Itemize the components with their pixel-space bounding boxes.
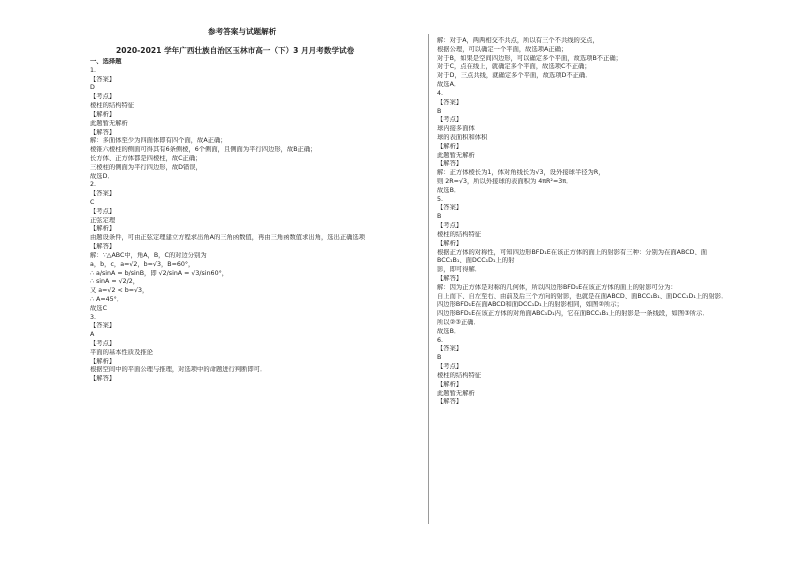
text-line: 球内接多面体 (437, 125, 475, 133)
section-heading: 一、选择题 (90, 58, 122, 65)
text-line: 【解答】 (90, 243, 116, 251)
text-line: ∴ a/sinA = b/sinB，即 √2/sinA = √3/sin60°， (90, 269, 229, 277)
text-line: 【答案】 (90, 75, 116, 83)
text-line: 平面的基本性质及推论 (90, 348, 153, 356)
text-line: 故选B． (437, 186, 461, 194)
right-column (437, 37, 767, 407)
text-line: 解：因为正方体是对称的几何体，所以四边形BFD₁E在该正方体的面上的射影可分为： (437, 283, 677, 291)
text-line: 影，即可得解． (437, 266, 482, 274)
text-line: 故选A． (437, 81, 461, 89)
text-line: 【答案】 (90, 322, 116, 330)
text-line: 【解答】 (437, 398, 463, 406)
text-line: 【考点】 (90, 93, 116, 101)
text-line: 则 2R=√3，所以外接球的表面积为 4πR²=3π． (437, 178, 573, 185)
text-line: 根据空间中的平面公理与推理，对选项中的命题进行判断即可． (90, 366, 267, 374)
text-line: 对于D，三点共线，就确定多个平面，故选项D不正确． (437, 72, 592, 80)
text-line: D (90, 84, 95, 92)
text-line: ∴ A=45°． (90, 295, 124, 303)
text-line: 【解答】 (90, 375, 116, 383)
text-line: 【解答】 (90, 128, 116, 136)
text-line: 1. (90, 66, 97, 74)
text-line: 棱柱的结构特征 (90, 102, 135, 110)
text-line: 【解答】 (437, 274, 463, 282)
text-line: 四边形BFD₁E在该正方体的对角面ABC₁D₁内，它在面BCC₁B₁上的射影是一条线段，如图③所示． (437, 310, 709, 318)
text-line: 由题设条件，可由正弦定理建立方程求出角A的三角函数值，再由三角函数值求出角，选出正确选项 (90, 234, 366, 242)
text-line: B (437, 107, 442, 115)
text-line: 6. (437, 336, 444, 344)
text-line: 故选C (90, 304, 107, 312)
text-line: 3. (90, 313, 97, 321)
text-line: 对于C，点在线上，就确定多个平面，故选项C不正确； (437, 63, 591, 71)
text-line: 又 a=√2 < b=√3， (90, 287, 149, 295)
text-line: C (90, 199, 95, 206)
text-line: 【解析】 (90, 110, 116, 118)
text-line: 【解析】 (437, 380, 463, 388)
text-line: 根据公理，可以确定一个平面，故选项A正确； (437, 45, 568, 53)
text-line: 5. (437, 195, 444, 203)
text-line: 【解析】 (90, 225, 116, 233)
text-line: 此题暂无解析 (90, 119, 128, 127)
text-line: 故选B． (437, 327, 461, 335)
text-line: A (90, 331, 95, 339)
text-line: B (437, 354, 442, 362)
text-line: 解：多面体至少为四面体即有四个面，故A正确； (90, 137, 227, 145)
text-line: 棱柱的结构特征 (437, 230, 482, 238)
text-line: 解：对于A，两两相交不共点，所以有三个不共线的交点， (437, 37, 599, 44)
text-line: 【解析】 (90, 357, 116, 365)
text-line: 【答案】 (437, 204, 463, 212)
exam-subtitle: 2020-2021 学年广西壮族自治区玉林市高一（下）3 月月考数学试卷 (116, 46, 355, 55)
text-line: 【解析】 (437, 142, 463, 150)
text-line: B (437, 213, 442, 221)
text-line: 【答案】 (90, 190, 116, 198)
text-line: 4. (437, 89, 444, 97)
text-line: ∴ sinA = √2/2， (90, 278, 140, 286)
column-divider (428, 34, 429, 524)
text-line: 四边形BFD₁E在面ABCD和面DCC₁D₁上的射影相同，如图②所示； (437, 301, 623, 309)
text-line: 【考点】 (437, 222, 463, 230)
text-line: 自上而下、自左至右、由前及后三个方向的射影，也就是在面ABCD、面BCC₁B₁、面DCC₁D₁上的射影． (437, 292, 728, 300)
text-line: 所以②③正确． (437, 319, 480, 326)
text-line: 2. (90, 181, 97, 189)
text-line: 【解答】 (437, 160, 463, 168)
text-line: 【答案】 (437, 98, 463, 106)
text-line: 【考点】 (90, 340, 116, 347)
text-line: 三棱柱的侧面为平行四边形，故D错误， (90, 163, 202, 171)
text-line: 球的表面积和体积 (437, 133, 488, 141)
text-line: 棱锥六棱柱的侧面可得其有6条侧棱，6个侧面，且侧面为平行四边形，故B正确； (90, 146, 317, 154)
left-column-body (90, 67, 420, 384)
right-column-body (437, 37, 767, 407)
text-line: 棱柱的结构特征 (437, 371, 482, 379)
text-line: 【答案】 (437, 345, 463, 353)
document-title: 参考答案与试题解析 (208, 27, 277, 36)
text-line: 根据正方体的对称性，可知四边形BFD₁E在该正方体的面上的射影有三种：分别为在面ABCD、面 (437, 248, 708, 256)
text-line: 解：∵△ABC中，角A，B，C的对边分别为 (90, 251, 207, 259)
text-line: 【考点】 (90, 207, 116, 215)
text-line: 对于B，如果是空间四边形，可以确定多个平面，故选项B不正确； (437, 54, 622, 62)
text-line: 正弦定理 (90, 216, 116, 224)
text-line: BCC₁B₁、面DCC₁D₁上的射 (437, 257, 515, 265)
text-line: 【考点】 (437, 116, 463, 124)
text-line: 长方体、正方体都是四棱柱，故C正确； (90, 154, 202, 162)
text-line: 此题暂无解析 (437, 151, 475, 159)
left-column (90, 26, 420, 384)
text-line: 解：正方体棱长为1，体对角线长为√3，设外接球半径为R， (437, 169, 605, 177)
text-line: 【解析】 (437, 239, 463, 247)
text-line: a，b，c，a=√2，b=√3，B=60°， (90, 260, 195, 268)
text-line: 此题暂无解析 (437, 389, 475, 397)
text-line: 故选D． (90, 172, 114, 180)
text-line: 【考点】 (437, 363, 463, 371)
